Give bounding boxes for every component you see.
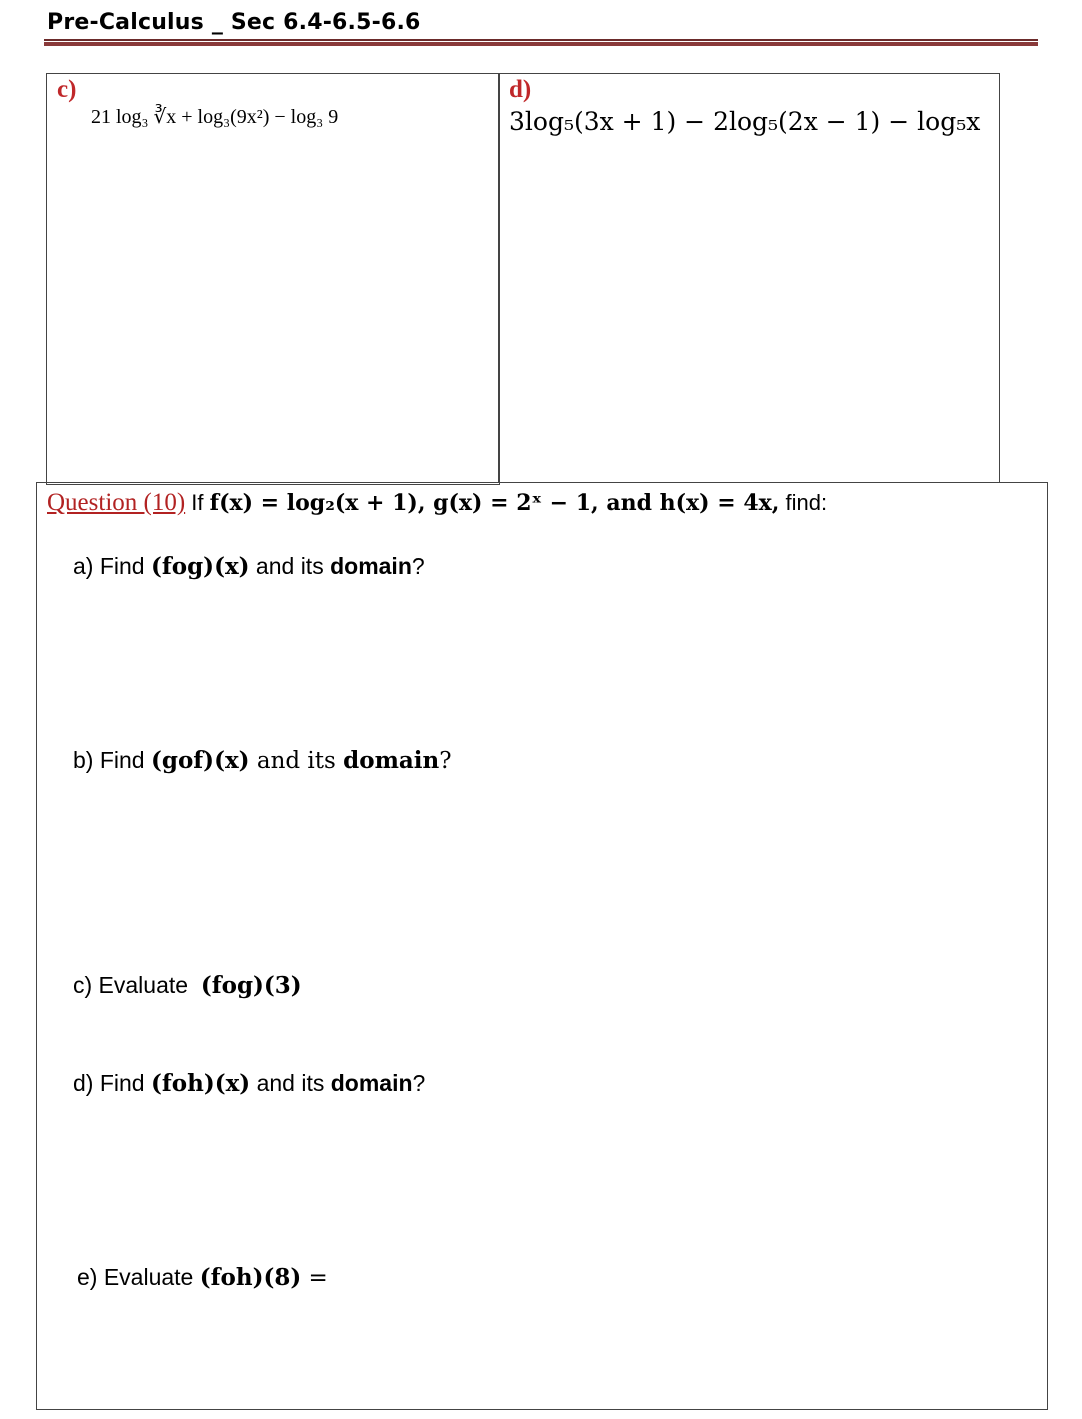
question-functions: f(x) = log₂(x + 1), g(x) = 2ˣ − 1, and h(x) = 4x, [209,490,780,516]
part-d-label: d) [509,76,532,103]
question-statement [47,489,827,517]
question-suffix: find: [779,490,828,515]
question-item-b: b) Find (gof)(x) and its domain? [73,747,452,774]
question-label: Question (10) [47,489,186,516]
part-d-expression: 3log₅(3x + 1) − 2log₅(2x − 1) − log₅x [509,107,981,136]
header-divider [44,39,1038,46]
question-item-a: a) Find (fog)(x) and its domain? [73,553,425,580]
part-c-label: c) [57,76,77,103]
expr-foh-x: (foh)(x) [150,1070,251,1097]
expr-fog-x: (fog)(x) [150,553,250,580]
part-c-box [46,73,500,485]
question-item-c: c) Evaluate (fog)(3) [73,972,302,999]
expr-gof-x: (gof)(x) [150,747,250,774]
question-item-d: d) Find (foh)(x) and its domain? [73,1070,426,1097]
question-item-e: e) Evaluate (foh)(8) = [77,1264,328,1291]
question-prefix: If [185,490,210,515]
expr-foh-8: (foh)(8) [199,1264,302,1291]
question-10-box [36,482,1048,1410]
part-d-box [498,73,1000,483]
part-c-expression: 21 log₃ ∛x + log₃(9x²) − log₃ 9 [91,106,339,128]
page-title: Pre-Calculus _ Sec 6.4-6.5-6.6 [47,10,421,35]
expr-fog-3: (fog)(3) [200,972,302,999]
